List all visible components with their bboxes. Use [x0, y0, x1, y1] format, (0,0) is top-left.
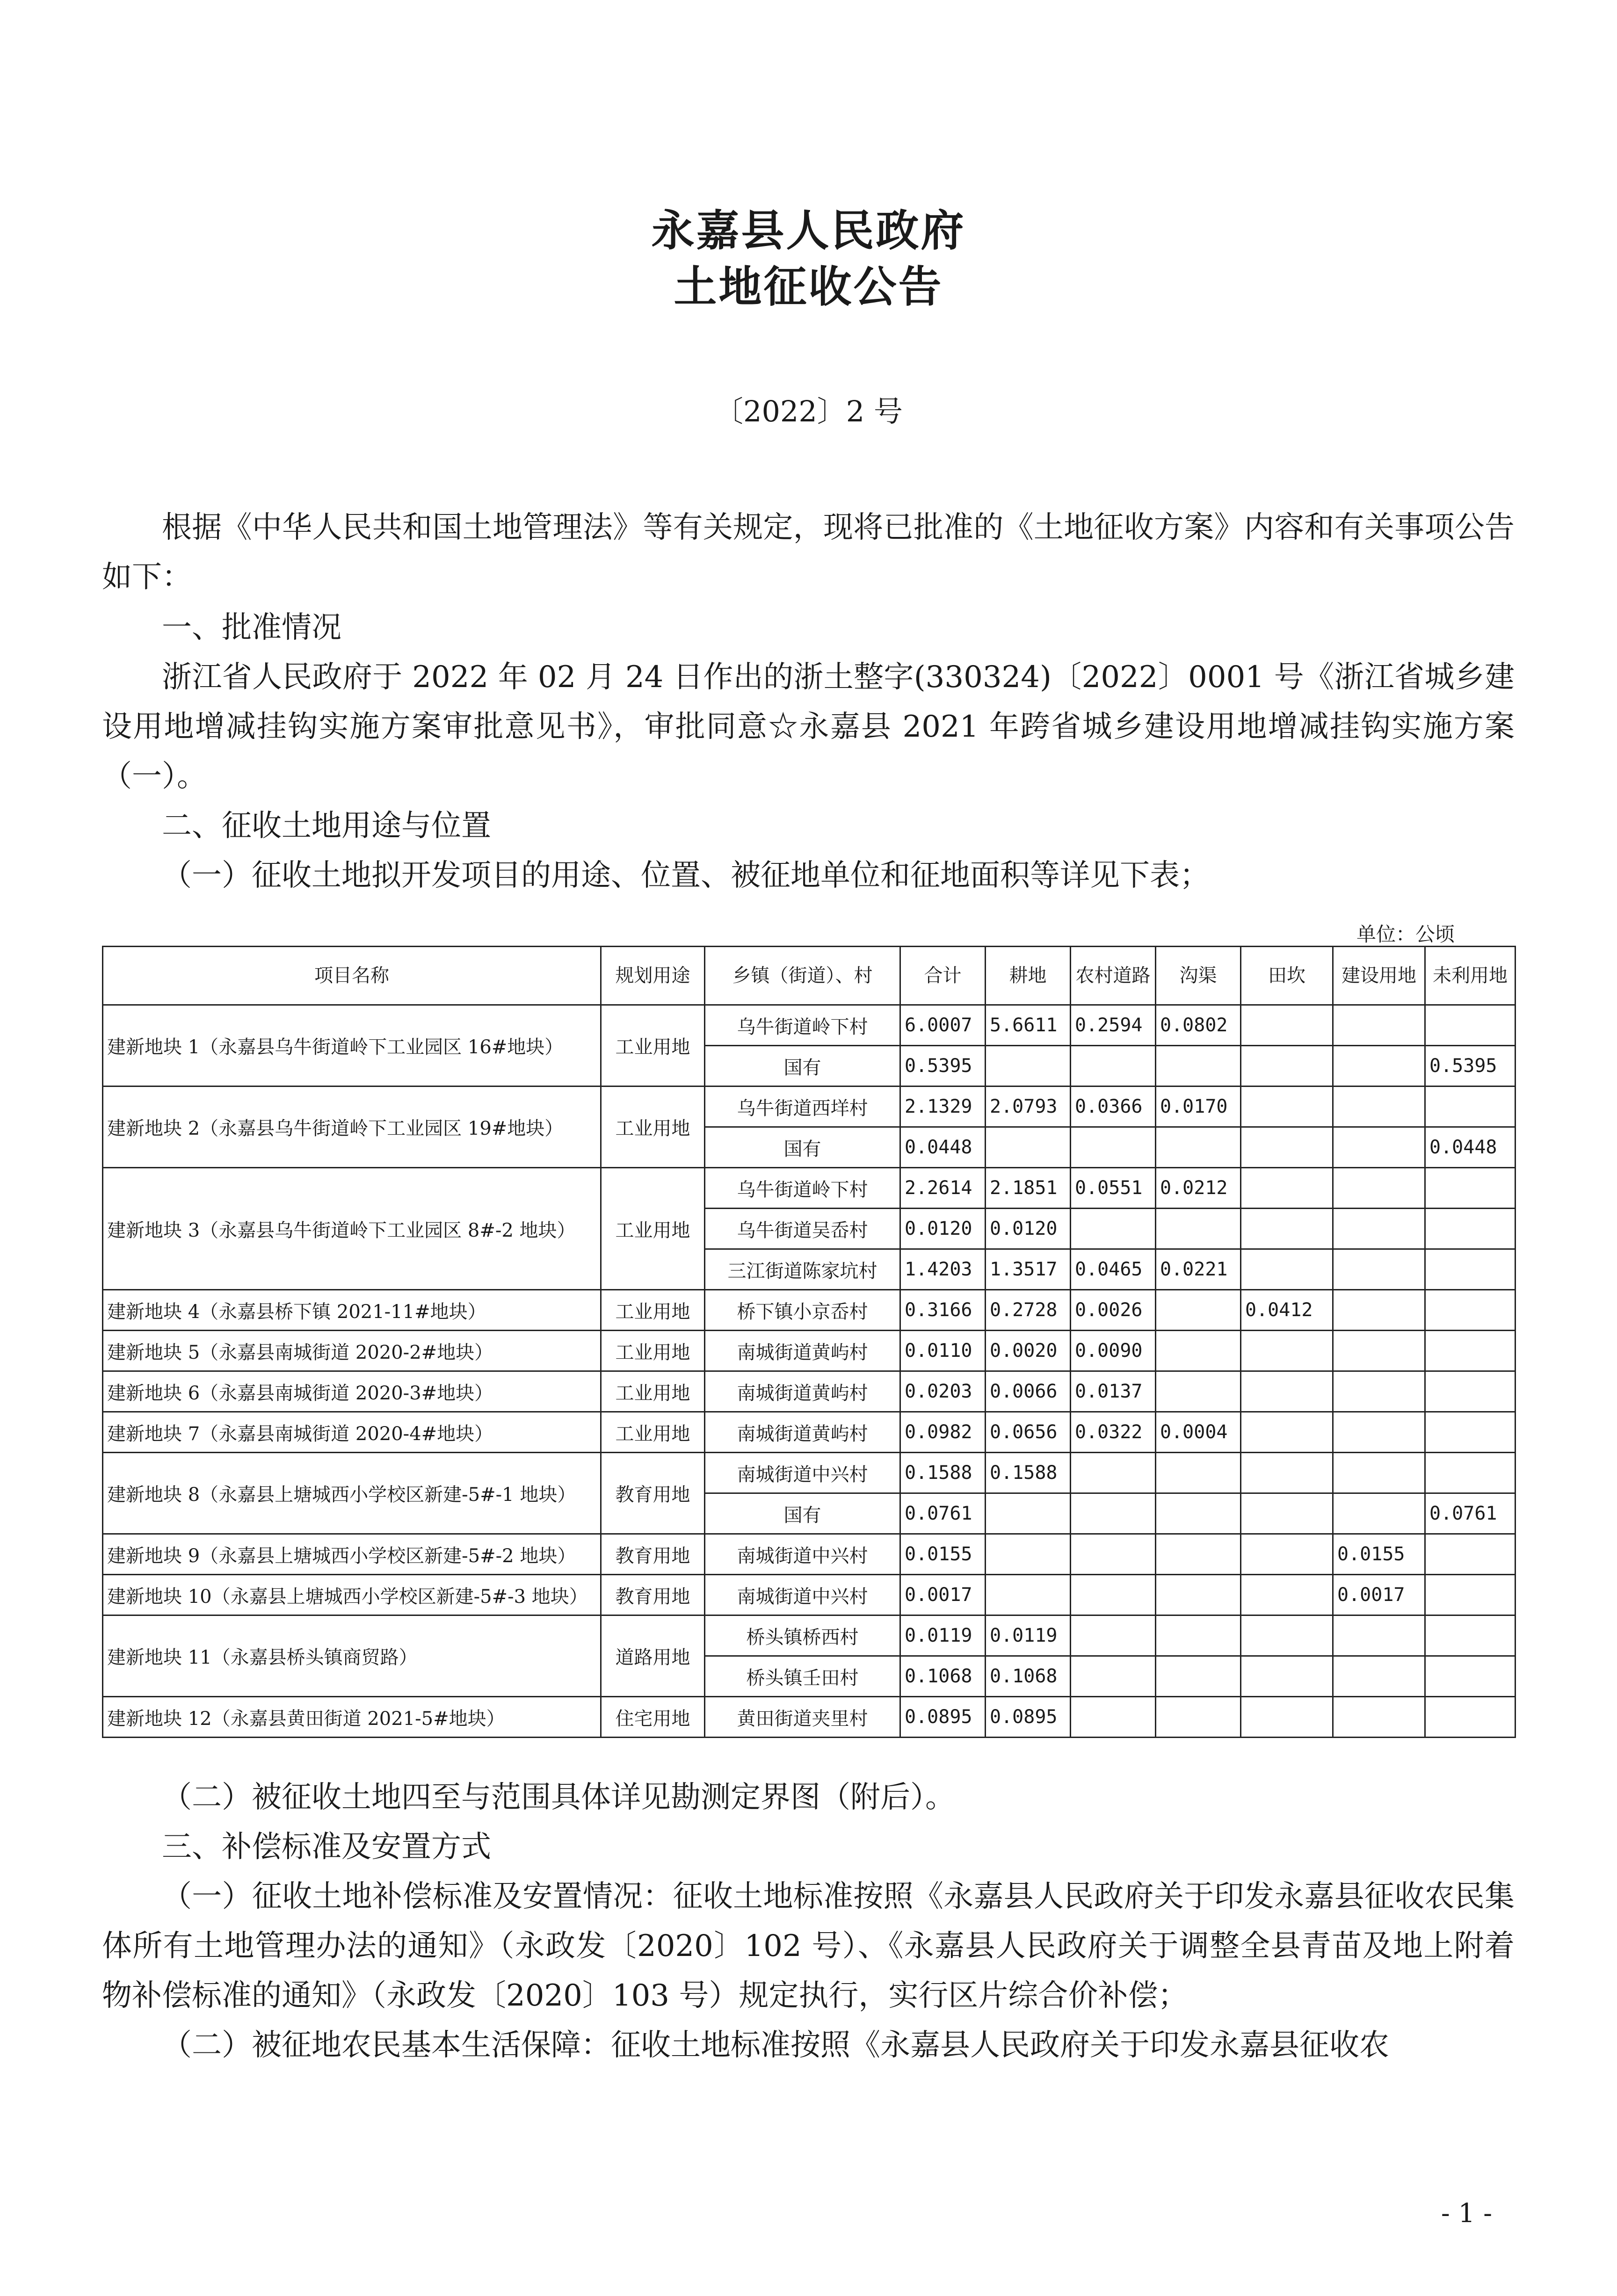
cell-planned-use: 教育用地 [601, 1575, 705, 1615]
cell-road [1071, 1209, 1156, 1249]
cell-construction: 0.0155 [1333, 1534, 1425, 1575]
cell-farmland: 0.0066 [986, 1371, 1071, 1412]
cell-construction [1333, 1453, 1425, 1493]
cell-ditch: 0.0802 [1156, 1005, 1241, 1046]
cell-village: 南城街道中兴村 [705, 1575, 900, 1615]
cell-ridge [1241, 1249, 1333, 1290]
cell-village: 南城街道黄屿村 [705, 1371, 900, 1412]
cell-unused [1425, 1168, 1515, 1209]
cell-farmland: 0.0120 [986, 1209, 1071, 1249]
cell-ditch [1156, 1127, 1241, 1168]
cell-construction [1333, 1168, 1425, 1209]
cell-construction [1333, 1127, 1425, 1168]
cell-planned-use: 教育用地 [601, 1453, 705, 1534]
cell-planned-use: 工业用地 [601, 1371, 705, 1412]
cell-farmland: 0.0119 [986, 1615, 1071, 1656]
section2-sub2: （二）被征收土地四至与范围具体详见勘测定界图（附后）。 [162, 1780, 955, 1815]
cell-project-name: 建新地块 9（永嘉县上塘城西小学校区新建-5#-2 地块） [103, 1534, 601, 1575]
cell-village: 乌牛街道吴岙村 [705, 1209, 900, 1249]
cell-village: 三江街道陈家坑村 [705, 1249, 900, 1290]
cell-ridge [1241, 1371, 1333, 1412]
cell-ditch [1156, 1331, 1241, 1371]
cell-planned-use: 教育用地 [601, 1534, 705, 1575]
cell-village: 乌牛街道岭下村 [705, 1005, 900, 1046]
cell-road [1071, 1575, 1156, 1615]
cell-total: 6.0007 [900, 1005, 986, 1046]
cell-ditch: 0.0004 [1156, 1412, 1241, 1453]
cell-village: 桥头镇桥西村 [705, 1615, 900, 1656]
cell-farmland [986, 1127, 1071, 1168]
table-row [103, 1290, 1515, 1331]
cell-farmland [986, 1046, 1071, 1086]
cell-ditch [1156, 1371, 1241, 1412]
cell-construction [1333, 1493, 1425, 1534]
section3-sub1: （一）征收土地补偿标准及安置情况：征收土地标准按照《永嘉县人民政府关于印发永嘉县征收农民集体所有土地管理办法的通知》（永政发〔2020〕102 号）、《永嘉县人民政府关于调整全县青苗及地上附着物补偿标准的通知》（永政发〔2020〕103 号）规定执行，实行区片综合价补偿； [102, 1879, 1515, 2013]
cell-unused [1425, 1209, 1515, 1249]
col-header-ridge: 田坎 [1241, 947, 1333, 1005]
cell-farmland: 2.1851 [986, 1168, 1071, 1209]
section3-sub2: （二）被征地农民基本生活保障：征收土地标准按照《永嘉县人民政府关于印发永嘉县征收农 [162, 2028, 1389, 2063]
cell-total: 0.0120 [900, 1209, 986, 1249]
cell-ditch [1156, 1453, 1241, 1493]
cell-ditch: 0.0170 [1156, 1086, 1241, 1127]
cell-unused [1425, 1371, 1515, 1412]
cell-unused [1425, 1697, 1515, 1738]
cell-ditch [1156, 1493, 1241, 1534]
unit-label: 单位：公顷 [1356, 923, 1455, 946]
cell-unused [1425, 1656, 1515, 1697]
cell-farmland: 0.0895 [986, 1697, 1071, 1738]
cell-ditch [1156, 1697, 1241, 1738]
cell-construction [1333, 1209, 1425, 1249]
cell-road [1071, 1453, 1156, 1493]
cell-ridge [1241, 1168, 1333, 1209]
cell-total: 0.0448 [900, 1127, 986, 1168]
cell-village: 南城街道中兴村 [705, 1453, 900, 1493]
cell-ridge [1241, 1005, 1333, 1046]
cell-total: 0.0761 [900, 1493, 986, 1534]
cell-ridge [1241, 1493, 1333, 1534]
cell-village: 南城街道黄屿村 [705, 1331, 900, 1371]
cell-road [1071, 1615, 1156, 1656]
cell-ridge [1241, 1412, 1333, 1453]
col-header-ditch: 沟渠 [1156, 947, 1241, 1005]
cell-planned-use: 工业用地 [601, 1168, 705, 1290]
table-row [103, 1615, 1515, 1656]
cell-project-name: 建新地块 2（永嘉县乌牛街道岭下工业园区 19#地块） [103, 1086, 601, 1168]
cell-ditch [1156, 1615, 1241, 1656]
cell-road [1071, 1127, 1156, 1168]
cell-farmland: 0.1068 [986, 1656, 1071, 1697]
cell-unused [1425, 1534, 1515, 1575]
cell-project-name: 建新地块 5（永嘉县南城街道 2020-2#地块） [103, 1331, 601, 1371]
cell-village: 桥头镇壬田村 [705, 1656, 900, 1697]
cell-village: 桥下镇小京岙村 [705, 1290, 900, 1331]
cell-total: 0.0895 [900, 1697, 986, 1738]
cell-village: 南城街道黄屿村 [705, 1412, 900, 1453]
cell-ridge [1241, 1127, 1333, 1168]
table-row [103, 1453, 1515, 1493]
cell-road: 0.0366 [1071, 1086, 1156, 1127]
cell-unused [1425, 1290, 1515, 1331]
land-table [102, 946, 1516, 1738]
cell-total: 0.0110 [900, 1331, 986, 1371]
cell-total: 0.0017 [900, 1575, 986, 1615]
cell-road [1071, 1534, 1156, 1575]
cell-road: 0.0137 [1071, 1371, 1156, 1412]
cell-project-name: 建新地块 12（永嘉县黄田街道 2021-5#地块） [103, 1697, 601, 1738]
table-row [103, 1412, 1515, 1453]
cell-unused: 0.0448 [1425, 1127, 1515, 1168]
cell-farmland: 5.6611 [986, 1005, 1071, 1046]
cell-road: 0.0551 [1071, 1168, 1156, 1209]
cell-unused [1425, 1086, 1515, 1127]
cell-village: 国有 [705, 1493, 900, 1534]
cell-ditch [1156, 1575, 1241, 1615]
cell-total: 2.2614 [900, 1168, 986, 1209]
cell-farmland: 0.2728 [986, 1290, 1071, 1331]
cell-project-name: 建新地块 1（永嘉县乌牛街道岭下工业园区 16#地块） [103, 1005, 601, 1086]
cell-unused: 0.0761 [1425, 1493, 1515, 1534]
cell-planned-use: 住宅用地 [601, 1697, 705, 1738]
cell-project-name: 建新地块 7（永嘉县南城街道 2020-4#地块） [103, 1412, 601, 1453]
cell-planned-use: 工业用地 [601, 1331, 705, 1371]
cell-ditch: 0.0221 [1156, 1249, 1241, 1290]
cell-village: 黄田街道夹里村 [705, 1697, 900, 1738]
cell-village: 乌牛街道岭下村 [705, 1168, 900, 1209]
cell-project-name: 建新地块 8（永嘉县上塘城西小学校区新建-5#-1 地块） [103, 1453, 601, 1534]
col-header-total: 合计 [900, 947, 986, 1005]
cell-construction [1333, 1086, 1425, 1127]
title-line-1: 永嘉县人民政府 [651, 206, 966, 256]
cell-road: 0.2594 [1071, 1005, 1156, 1046]
section2-heading: 二、征收土地用途与位置 [162, 809, 491, 843]
cell-ridge [1241, 1331, 1333, 1371]
cell-planned-use: 道路用地 [601, 1615, 705, 1697]
table-row [103, 1697, 1515, 1738]
col-header-construction: 建设用地 [1333, 947, 1425, 1005]
cell-construction [1333, 1615, 1425, 1656]
table-row [103, 1086, 1515, 1127]
section1-heading: 一、批准情况 [162, 610, 341, 645]
cell-construction [1333, 1331, 1425, 1371]
page-number: - 1 - [1441, 2198, 1492, 2229]
table-row [103, 1005, 1515, 1046]
cell-farmland: 1.3517 [986, 1249, 1071, 1290]
cell-road: 0.0090 [1071, 1331, 1156, 1371]
cell-unused [1425, 1575, 1515, 1615]
cell-ridge [1241, 1046, 1333, 1086]
cell-farmland [986, 1493, 1071, 1534]
cell-road: 0.0026 [1071, 1290, 1156, 1331]
col-header-unused: 未利用地 [1425, 947, 1515, 1005]
cell-total: 0.0982 [900, 1412, 986, 1453]
cell-total: 1.4203 [900, 1249, 986, 1290]
cell-unused [1425, 1005, 1515, 1046]
cell-village: 南城街道中兴村 [705, 1534, 900, 1575]
table-body [103, 1005, 1515, 1738]
cell-ridge [1241, 1697, 1333, 1738]
cell-village: 国有 [705, 1046, 900, 1086]
cell-ridge [1241, 1453, 1333, 1493]
cell-project-name: 建新地块 6（永嘉县南城街道 2020-3#地块） [103, 1371, 601, 1412]
section3-heading: 三、补偿标准及安置方式 [162, 1830, 491, 1864]
cell-construction [1333, 1656, 1425, 1697]
cell-construction [1333, 1371, 1425, 1412]
intro-paragraph: 根据《中华人民共和国土地管理法》等有关规定，现将已批准的《土地征收方案》内容和有关事项公告如下： [102, 510, 1515, 594]
cell-unused [1425, 1615, 1515, 1656]
cell-unused [1425, 1453, 1515, 1493]
table-row [103, 1371, 1515, 1412]
cell-construction: 0.0017 [1333, 1575, 1425, 1615]
section1-text: 浙江省人民政府于 2022 年 02 月 24 日作出的浙土整字(330324)〔2022〕0001 号《浙江省城乡建设用地增减挂钩实施方案审批意见书》，审批同意☆永嘉县 2021 年跨省城乡建设用地增减挂钩实施方案（一）。 [102, 660, 1515, 794]
table-row [103, 1534, 1515, 1575]
cell-ditch [1156, 1290, 1241, 1331]
cell-project-name: 建新地块 10（永嘉县上塘城西小学校区新建-5#-3 地块） [103, 1575, 601, 1615]
cell-ditch [1156, 1534, 1241, 1575]
cell-construction [1333, 1249, 1425, 1290]
table-header-row [103, 947, 1515, 1005]
cell-ridge [1241, 1575, 1333, 1615]
cell-farmland [986, 1534, 1071, 1575]
col-header-village: 乡镇（街道）、村 [705, 947, 900, 1005]
cell-total: 0.5395 [900, 1046, 986, 1086]
cell-planned-use: 工业用地 [601, 1412, 705, 1453]
cell-ridge [1241, 1209, 1333, 1249]
col-header-farmland: 耕地 [986, 947, 1071, 1005]
cell-construction [1333, 1046, 1425, 1086]
cell-construction [1333, 1290, 1425, 1331]
section2-sub1: （一）征收土地拟开发项目的用途、位置、被征地单位和征地面积等详见下表； [162, 858, 1210, 893]
cell-road [1071, 1697, 1156, 1738]
cell-village: 国有 [705, 1127, 900, 1168]
table-row [103, 1168, 1515, 1209]
cell-total: 0.1068 [900, 1656, 986, 1697]
cell-unused [1425, 1249, 1515, 1290]
cell-ditch: 0.0212 [1156, 1168, 1241, 1209]
cell-road: 0.0322 [1071, 1412, 1156, 1453]
title-line-2: 土地征收公告 [674, 262, 943, 312]
cell-road [1071, 1493, 1156, 1534]
cell-farmland: 2.0793 [986, 1086, 1071, 1127]
cell-farmland: 0.0020 [986, 1331, 1071, 1371]
col-header-name: 项目名称 [103, 947, 601, 1005]
cell-ditch [1156, 1656, 1241, 1697]
cell-planned-use: 工业用地 [601, 1005, 705, 1086]
doc-number: 〔2022〕2 号 [714, 394, 903, 428]
cell-total: 0.3166 [900, 1290, 986, 1331]
cell-farmland: 0.1588 [986, 1453, 1071, 1493]
cell-total: 0.0203 [900, 1371, 986, 1412]
cell-planned-use: 工业用地 [601, 1086, 705, 1168]
col-header-road: 农村道路 [1071, 947, 1156, 1005]
col-header-use: 规划用途 [601, 947, 705, 1005]
cell-total: 0.0155 [900, 1534, 986, 1575]
cell-construction [1333, 1412, 1425, 1453]
cell-ditch [1156, 1209, 1241, 1249]
cell-unused: 0.5395 [1425, 1046, 1515, 1086]
cell-ridge [1241, 1615, 1333, 1656]
table-row [103, 1575, 1515, 1615]
cell-road: 0.0465 [1071, 1249, 1156, 1290]
cell-farmland [986, 1575, 1071, 1615]
cell-construction [1333, 1005, 1425, 1046]
cell-project-name: 建新地块 11（永嘉县桥头镇商贸路） [103, 1615, 601, 1697]
cell-road [1071, 1656, 1156, 1697]
cell-ridge [1241, 1086, 1333, 1127]
cell-project-name: 建新地块 4（永嘉县桥下镇 2021-11#地块） [103, 1290, 601, 1331]
cell-total: 2.1329 [900, 1086, 986, 1127]
cell-ridge [1241, 1656, 1333, 1697]
cell-total: 0.0119 [900, 1615, 986, 1656]
cell-construction [1333, 1697, 1425, 1738]
cell-road [1071, 1046, 1156, 1086]
cell-ridge [1241, 1534, 1333, 1575]
cell-farmland: 0.0656 [986, 1412, 1071, 1453]
table-row [103, 1331, 1515, 1371]
cell-ridge: 0.0412 [1241, 1290, 1333, 1331]
cell-ditch [1156, 1046, 1241, 1086]
cell-unused [1425, 1331, 1515, 1371]
cell-project-name: 建新地块 3（永嘉县乌牛街道岭下工业园区 8#-2 地块） [103, 1168, 601, 1290]
cell-planned-use: 工业用地 [601, 1290, 705, 1331]
cell-unused [1425, 1412, 1515, 1453]
cell-total: 0.1588 [900, 1453, 986, 1493]
cell-village: 乌牛街道西垟村 [705, 1086, 900, 1127]
